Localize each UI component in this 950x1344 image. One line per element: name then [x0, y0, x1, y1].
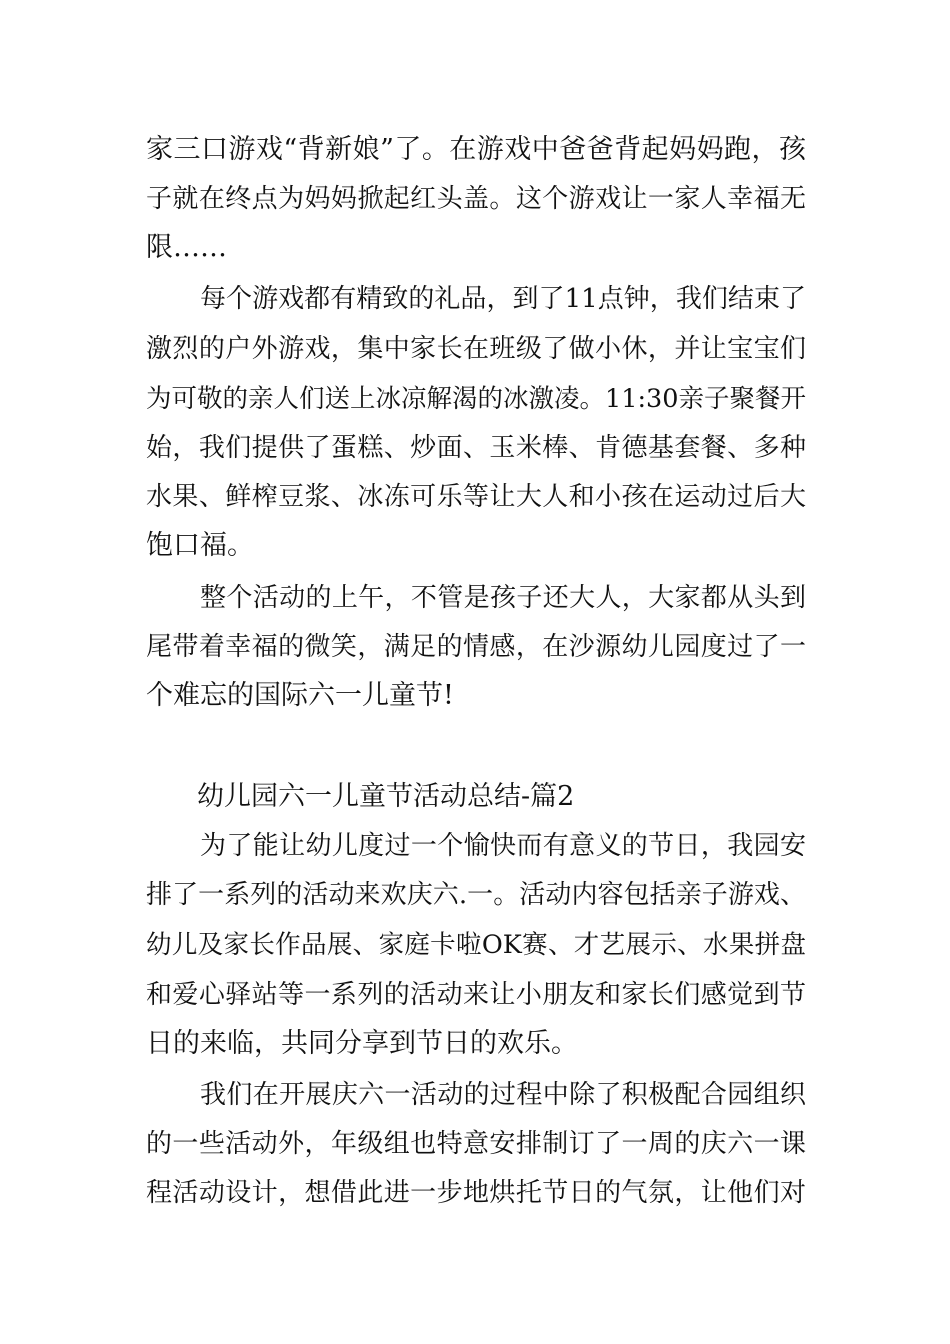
paragraph-line: 排了一系列的活动来欢庆六.一。活动内容包括亲子游戏、: [146, 880, 806, 910]
paragraph-line: 我们在开展庆六一活动的过程中除了积极配合园组织: [200, 1080, 806, 1110]
paragraph-line: 为了能让幼儿度过一个愉快而有意义的节日，我园安: [200, 831, 806, 861]
paragraph-line: 和爱心驿站等一系列的活动来让小朋友和家长们感觉到节: [146, 980, 806, 1010]
paragraph-line: 日的来临，共同分享到节日的欢乐。: [146, 1028, 578, 1059]
paragraph-line: 整个活动的上午，不管是孩子还大人，大家都从头到: [200, 583, 806, 613]
paragraph-line: 激烈的户外游戏，集中家长在班级了做小休，并让宝宝们: [146, 334, 806, 364]
paragraph-line: 的一些活动外，年级组也特意安排制订了一周的庆六一课: [146, 1129, 806, 1159]
paragraph-line: 为可敬的亲人们送上冰凉解渴的冰激凌。11:30亲子聚餐开: [146, 384, 806, 414]
section-heading: 幼儿园六一儿童节活动总结-篇2: [197, 781, 575, 812]
paragraph-line: 家三口游戏“背新娘”了。在游戏中爸爸背起妈妈跑，孩: [146, 134, 806, 165]
paragraph-line: 个难忘的国际六一儿童节!: [146, 680, 454, 711]
paragraph-line: 程活动设计，想借此进一步地烘托节日的气氛，让他们对: [146, 1178, 806, 1208]
paragraph-line: 每个游戏都有精致的礼品，到了11点钟，我们结束了: [200, 284, 806, 314]
paragraph-line: 幼儿及家长作品展、家庭卡啦OK赛、才艺展示、水果拼盘: [146, 930, 806, 960]
paragraph-line: 水果、鲜榨豆浆、冰冻可乐等让大人和小孩在运动过后大: [146, 482, 806, 512]
paragraph-line: 饱口福。: [146, 530, 254, 561]
paragraph-line: 尾带着幸福的微笑，满足的情感，在沙源幼儿园度过了一: [146, 632, 806, 662]
paragraph-line: 始，我们提供了蛋糕、炒面、玉米棒、肯德基套餐、多种: [146, 433, 806, 463]
paragraph-line: 子就在终点为妈妈掀起红头盖。这个游戏让一家人幸福无: [146, 184, 806, 214]
paragraph-line: 限……: [146, 232, 227, 263]
